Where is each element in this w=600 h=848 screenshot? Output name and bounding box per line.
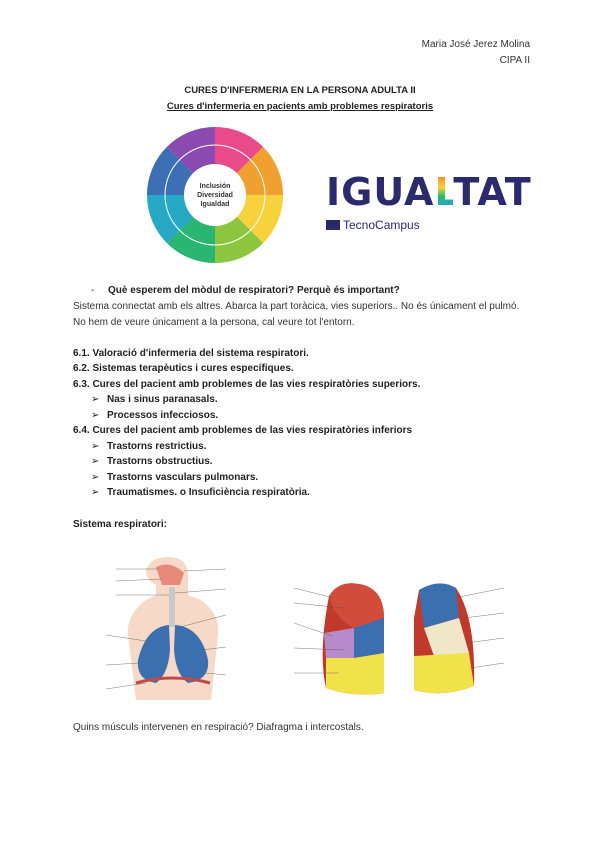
tecnocampus-text: TecnoCampus: [343, 218, 420, 232]
course-name: CIPA II: [499, 55, 530, 66]
tecnocampus-icon: [326, 220, 340, 230]
wheel-center-line-2: Diversidad: [197, 192, 233, 199]
outline-6-4-item: ➢ Trastorns vasculars pulmonars.: [91, 472, 259, 483]
intro-question: Què esperem del mòdul de respiratori? Perquè és important?: [108, 285, 400, 296]
intro-dash: -: [91, 285, 95, 296]
outline-6-3-item: ➢ Processos infecciosos.: [91, 410, 219, 421]
outline-6-2: 6.2. Sistemas terapèutics i cures específiques.: [73, 363, 294, 374]
wheel-center-line-1: Inclusión: [199, 183, 231, 190]
intro-line-1: Sistema connectat amb els altres. Abarca la part toràcica, vies superiors.. No és únicament el pulmó.: [73, 301, 520, 312]
document-title: CURES D'INFERMERIA EN LA PERSONA ADULTA II: [184, 85, 416, 96]
igualtat-logo: [326, 170, 532, 232]
document-subtitle: Cures d'infermeria en pacients amb problemes respiratoris: [166, 101, 434, 112]
respiratory-system-image: [76, 555, 266, 700]
outline-6-4: 6.4. Cures del pacient amb problemes de las vies respiratòries inferiors: [73, 425, 413, 436]
closing-text: Quins músculs intervenen en respiració? Diafragma i intercostals.: [73, 722, 364, 733]
outline-6-3: 6.3. Cures del pacient amb problemes de las vies respiratòries superiors.: [73, 379, 421, 390]
author-name: Maria José Jerez Molina: [421, 39, 530, 50]
diversity-wheel-image: [145, 125, 285, 265]
section-label: Sistema respiratori:: [73, 519, 167, 530]
lung-lobes-image: [284, 558, 514, 698]
outline-6-4-item: ➢ Trastorns restrictius.: [91, 441, 207, 452]
outline-6-1: 6.1. Valoració d'infermeria del sistema respiratori.: [73, 348, 309, 359]
intro-line-2: No hem de veure únicament a la persona, cal veure tot l'entorn.: [73, 317, 355, 328]
outline-6-3-item: ➢ Nas i sinus paranasals.: [91, 394, 218, 405]
outline-6-4-item: ➢ Trastorns obstructius.: [91, 456, 213, 467]
outline-6-4-item: ➢ Traumatismes. o Insuficiència respiratòria.: [91, 487, 310, 498]
logo-brand-text: IGUALTAT: [326, 170, 532, 214]
wheel-center-line-3: Igualdad: [200, 201, 230, 208]
